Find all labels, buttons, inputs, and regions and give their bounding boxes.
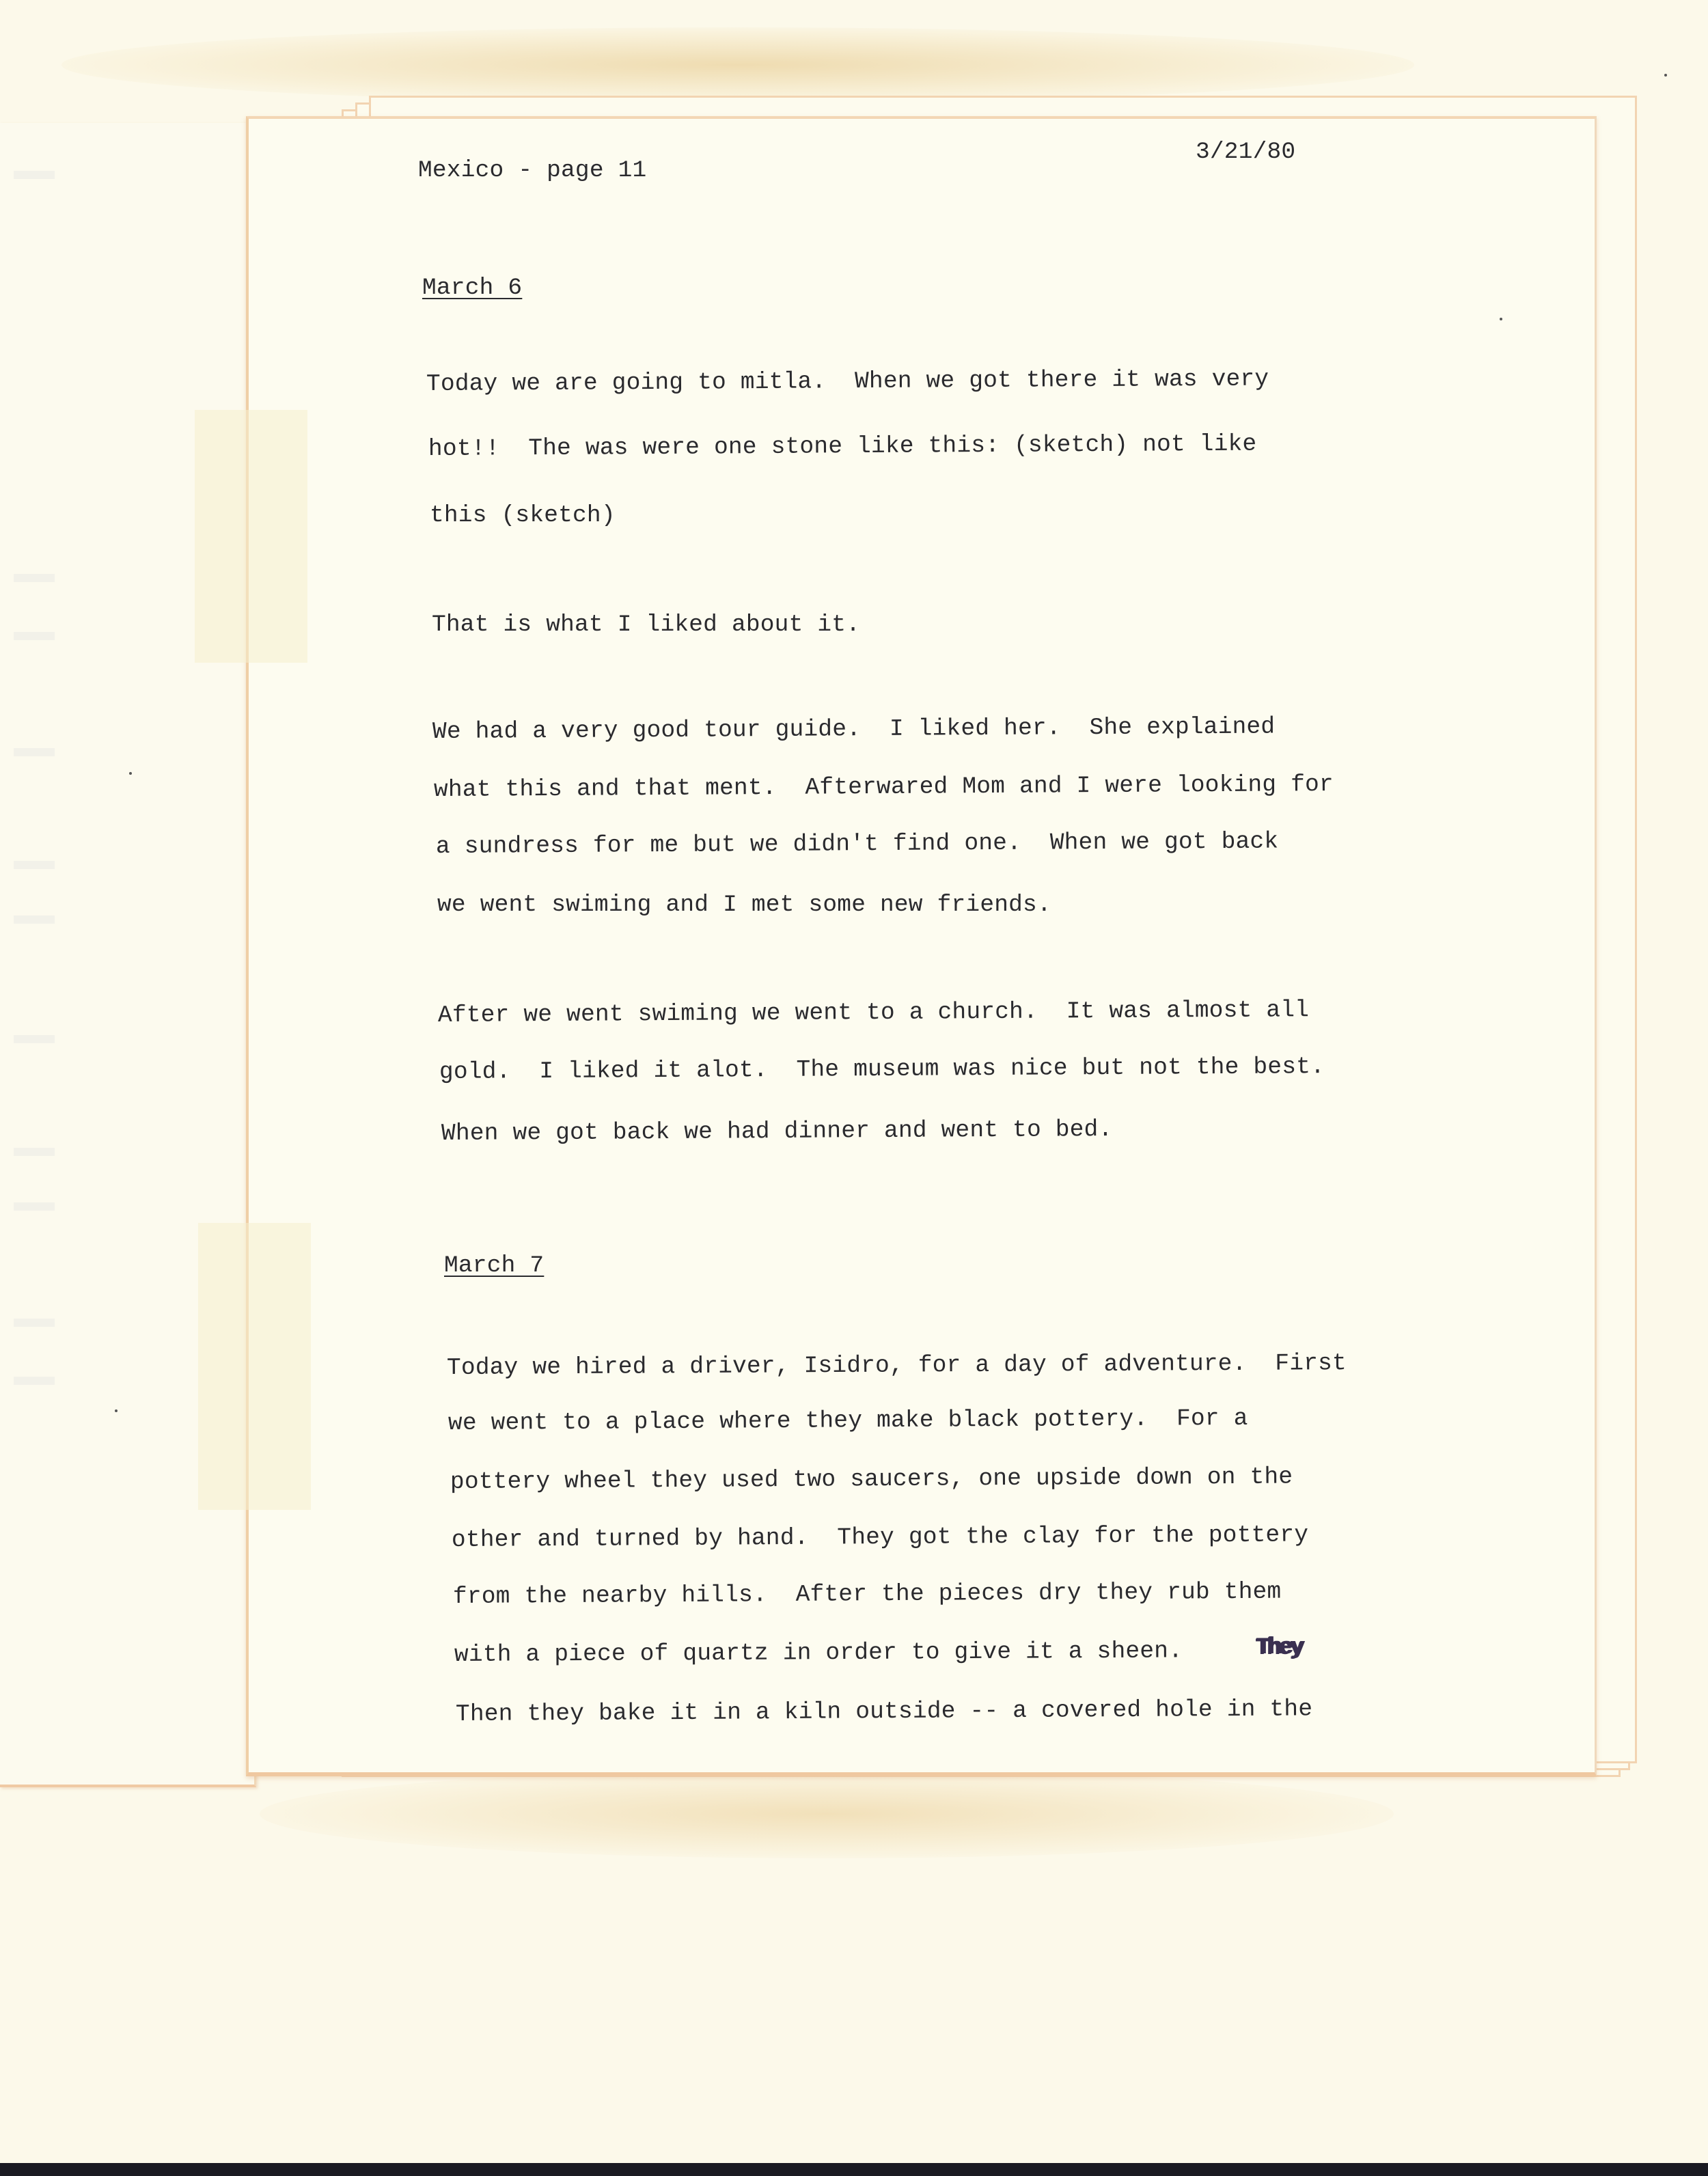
- ghost-text: [14, 1377, 55, 1385]
- page-date: 3/21/80: [1196, 139, 1296, 165]
- ghost-text: [14, 632, 55, 640]
- text-line: After we went swiming we went to a church. It was almost all: [437, 997, 1310, 1029]
- ghost-text: [14, 915, 55, 924]
- text-line: other and turned by hand. They got the clay for the pottery: [451, 1521, 1309, 1554]
- dust-speck: [129, 772, 132, 775]
- text-line: gold. I liked it alot. The museum was nice but not the best.: [439, 1053, 1325, 1086]
- text-line: from the nearby hills. After the pieces dry they rub them: [452, 1578, 1282, 1610]
- paper-stain-top: [61, 27, 1414, 102]
- section-heading-march-6: March 6: [422, 275, 523, 301]
- text-line: we went swiming and I met some new friends.: [437, 892, 1051, 918]
- text-line: we went to a place where they make black pottery. For a: [447, 1405, 1248, 1437]
- page-title: Mexico - page 11: [418, 157, 647, 184]
- ghost-text: [14, 1202, 55, 1211]
- text-line: pottery wheel they used two saucers, one upside down on the: [450, 1463, 1293, 1496]
- tape-strip: [198, 1223, 311, 1510]
- ghost-text: [14, 1035, 55, 1043]
- ghost-text: [14, 748, 55, 756]
- text-line: That is what I liked about it.: [432, 611, 861, 638]
- text-line: a sundress for me but we didn't find one. When we got back: [435, 828, 1279, 860]
- text-line: When we got back we had dinner and went to bed.: [441, 1116, 1113, 1147]
- tape-strip: [195, 410, 307, 663]
- left-facing-page: [0, 123, 256, 1787]
- struck-word-text: They: [1256, 1634, 1301, 1661]
- section-heading-march-7: March 7: [444, 1252, 545, 1279]
- text-line: Today we are going to mitla. When we got there it was very: [426, 366, 1269, 398]
- scanner-edge: [0, 2163, 1708, 2176]
- text-line: hot!! The was were one stone like this: (sketch) not like: [428, 430, 1257, 463]
- ghost-text: [14, 1319, 55, 1327]
- text-line: Today we hired a driver, Isidro, for a day of adventure. First: [446, 1350, 1347, 1381]
- text-line: with a piece of quartz in order to give it a sheen.: [454, 1638, 1183, 1668]
- dust-speck: [115, 1409, 118, 1412]
- struck-through-word: [1256, 1634, 1301, 1662]
- text-line: We had a very good tour guide. I liked her. She explained: [432, 713, 1276, 745]
- paper-stain-bottom: [260, 1769, 1394, 1858]
- ghost-text: [14, 1148, 55, 1156]
- text-line: this (sketch): [430, 502, 616, 529]
- text-line: what this and that ment. Afterwared Mom and I were looking for: [433, 771, 1334, 803]
- dust-speck: [1664, 74, 1667, 77]
- dust-speck: [1500, 318, 1502, 320]
- ghost-text: [14, 861, 55, 869]
- text-line: Then they bake it in a kiln outside -- a covered hole in the: [455, 1696, 1313, 1728]
- ghost-text: [14, 171, 55, 179]
- ghost-text: [14, 574, 55, 582]
